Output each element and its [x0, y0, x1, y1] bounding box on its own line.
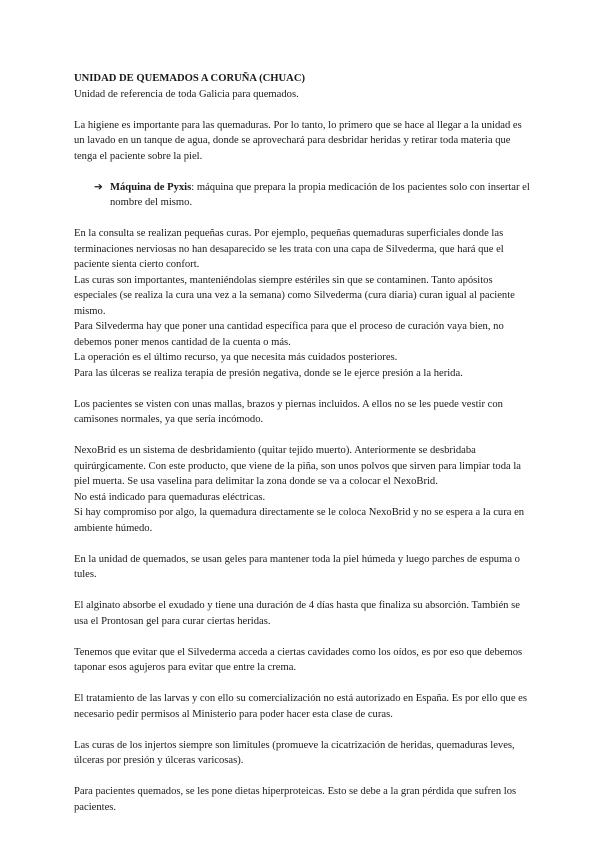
spacer [74, 536, 530, 552]
paragraph-injertos: Las curas de los injertos siempre son limitules (promueve la cicatrización de heridas, quemaduras leves, úlceras por presión y úlceras varicosas). [74, 739, 515, 766]
paragraph-higiene: La higiene es importante para las quemaduras. Por lo tanto, lo primero que se hace al llegar a la unidad es un lavado en un tanque de agua, donde se aprovechará para desbridar heridas y retirar toda materia que tenga el paciente sobre la piel. [74, 119, 522, 162]
spacer [74, 211, 530, 227]
paragraph-consulta-3: Para Silvederma hay que poner una cantidad específica para que el proceso de curación vaya bien, no debemos poner menos cantidad de la cuenta o más. [74, 321, 504, 348]
spacer [74, 629, 530, 645]
paragraph-ropa: Los pacientes se visten con unas mallas, brazos y piernas incluidos. A ellos no se les puede vestir con camisones normales, ya que sería incómodo. [74, 398, 503, 425]
spacer [74, 164, 530, 180]
paragraph-consulta-1: En la consulta se realizan pequeñas curas. Por ejemplo, pequeñas quemaduras superficiales donde las terminaciones nerviosas no han desaparecido se les trata con una capa de Silvederma, que hará que el paciente sienta cierto confort. [74, 228, 504, 270]
paragraph-consulta-5: Para las úlceras se realiza terapia de presión negativa, donde se le ejerce presión a la herida. [74, 367, 463, 379]
paragraph-nexobrid-2: No está indicado para quemaduras eléctricas. [74, 491, 266, 503]
spacer [74, 381, 530, 397]
paragraph-consulta-2: Las curas son importantes, manteniéndolas siempre estériles sin que se contaminen. Tanto apósitos especiales (se realiza la cura una vez a la semana) como Silvederma (cura diaria) curan igual al paciente mismo. [74, 274, 515, 317]
paragraph-dietas: Para pacientes quemados, se les pone dietas hiperproteicas. Esto se debe a la gran pérdida que sufren los pacientes. [74, 786, 517, 813]
spacer [74, 722, 530, 738]
paragraph-alginato: El alginato absorbe el exudado y tiene una duración de 4 días hasta que finaliza su absorción. También se usa el Prontosan gel para curar ciertas heridas. [74, 600, 520, 627]
arrow-bullet-icon: ➔ [94, 181, 103, 193]
spacer [74, 676, 530, 692]
paragraph-nexobrid-1: NexoBrid es un sistema de desbridamiento (quitar tejido muerto). Anteriormente se desbridaba quirúrgicamente. Con este producto, que viene de la piña, son unos polvos que sirven para limpiar toda la piel muerta. Se usa vaselina para delimitar la zona donde se va a colocar el NexoBrid. [74, 445, 521, 487]
bullet-text: : máquina que prepara la propia medicación de los pacientes solo con insertar el nombre del mismo. [110, 181, 530, 208]
document-subtitle: Unidad de referencia de toda Galicia para quemados. [74, 88, 299, 100]
document-body [74, 71, 530, 815]
bullet-pyxis [74, 180, 530, 211]
document-title: UNIDAD DE QUEMADOS A CORUÑA (CHUAC) [74, 73, 306, 84]
paragraph-geles: En la unidad de quemados, se usan geles para mantener toda la piel húmeda y luego parches de espuma o tules. [74, 553, 520, 580]
spacer [74, 428, 530, 444]
spacer [74, 769, 530, 785]
spacer [74, 102, 530, 118]
paragraph-nexobrid-3: Si hay compromiso por algo, la quemadura directamente se le coloca NexoBrid y no se espera a la cura en ambiente húmedo. [74, 507, 525, 534]
paragraph-consulta-4: La operación es el último recurso, ya que necesita más cuidados posteriores. [74, 352, 398, 363]
bullet-term: Máquina de Pyxis [110, 181, 192, 193]
paragraph-silvederma-cavidades: Tenemos que evitar que el Silvederma acceda a ciertas cavidades como los oídos, es por eso que debemos taponar esos agujeros para evitar que entre la crema. [74, 646, 523, 673]
spacer [74, 583, 530, 599]
paragraph-larvas: El tratamiento de las larvas y con ello su comercialización no está autorizado en España. Es por ello que es necesario pedir permisos al Ministerio para poder hacer esta clase de curas. [74, 693, 528, 720]
